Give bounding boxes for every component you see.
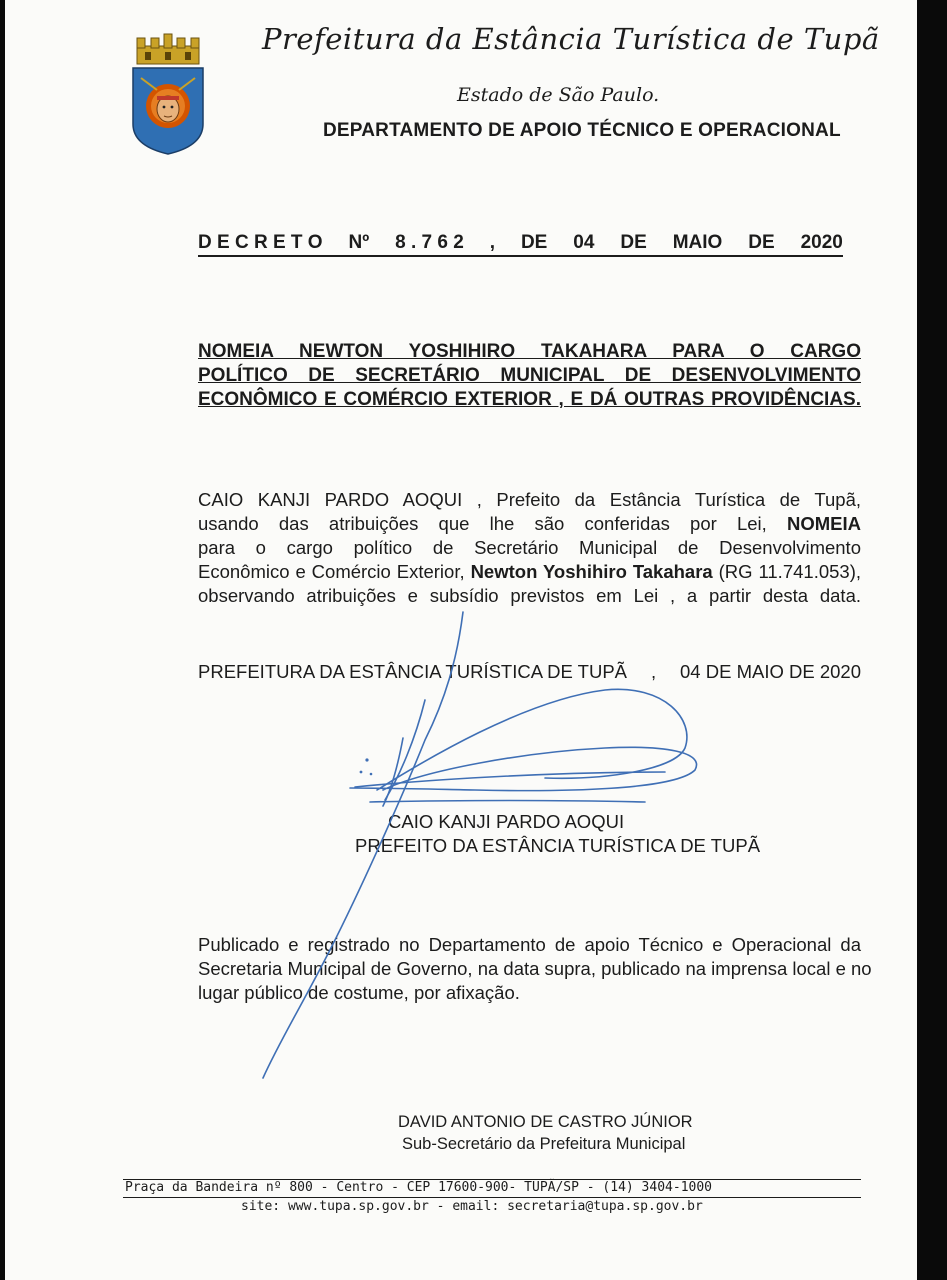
body-line (198, 560, 861, 584)
decree-de-3: DE (748, 232, 775, 253)
place-and-date (198, 661, 861, 683)
body-line: CAIO KANJI PARDO AOQUI , Prefeito da Estância Turística de Tupã, (198, 489, 861, 510)
decree-comma: , (489, 232, 496, 253)
decree-month: MAIO (672, 232, 723, 253)
decree-number-symbol: Nº (348, 232, 370, 253)
handwritten-signature (5, 0, 917, 1280)
decree-de-2: DE (620, 232, 647, 253)
state-subtitle: Estado de São Paulo. (457, 84, 660, 106)
publication-line: Secretaria Municipal de Governo, na data supra, publicado na imprensa local e no (198, 958, 872, 979)
publication-note (198, 933, 872, 1005)
date-label: 04 DE MAIO DE 2020 (680, 661, 861, 682)
place-comma: , (650, 661, 657, 682)
decree-subject (198, 340, 861, 412)
subject-line: NOMEIA NEWTON YOSHIHIRO TAKAHARA PARA O CARGO (198, 341, 861, 362)
body-text-span: Econômico e Comércio Exterior, (198, 561, 465, 582)
body-text-span: (RG 11.741.053), (718, 561, 861, 582)
footer-divider-bottom (123, 1197, 861, 1198)
document-page (5, 0, 917, 1280)
sub-secretary-name: DAVID ANTONIO DE CASTRO JÚNIOR (398, 1113, 693, 1131)
department-heading: DEPARTAMENTO DE APOIO TÉCNICO E OPERACIONAL (323, 120, 841, 141)
signatory-name: CAIO KANJI PARDO AOQUI (388, 811, 625, 832)
decree-de-1: DE (520, 232, 548, 253)
subject-line: ECONÔMICO E COMÉRCIO EXTERIOR , E DÁ OUTRAS PROVIDÊNCIAS. (198, 389, 861, 410)
body-line: para o cargo político de Secretário Municipal de Desenvolvimento (198, 537, 861, 558)
body-line (198, 512, 861, 536)
decree-heading (198, 232, 843, 257)
signatory-role: PREFEITO DA ESTÂNCIA TURÍSTICA DE TUPÃ (355, 835, 761, 856)
decree-day: 04 (573, 232, 595, 253)
body-bold-span: Newton Yoshihiro Takahara (470, 561, 713, 582)
footer-address: Praça da Bandeira nº 800 - Centro - CEP 17600-900- TUPÃ/SP - (14) 3404-1000 (125, 1180, 712, 1195)
subject-line: POLÍTICO DE SECRETÁRIO MUNICIPAL DE DESENVOLVIMENTO (198, 365, 861, 386)
sub-secretary-role: Sub-Secretário da Prefeitura Municipal (402, 1135, 686, 1153)
place-label: PREFEITURA DA ESTÂNCIA TURÍSTICA DE TUPÃ (198, 661, 628, 682)
body-bold-span: NOMEIA (787, 513, 862, 534)
publication-line: lugar público de costume, por afixação. (198, 982, 520, 1003)
footer-website: site: www.tupa.sp.gov.br - email: secretaria@tupa.sp.gov.br (241, 1199, 703, 1214)
decree-body (198, 488, 861, 608)
decree-number: 8 . 7 6 2 (395, 232, 464, 253)
body-text-span: usando das atribuições que lhe são conferidas por Lei, (198, 513, 767, 534)
decree-year: 2020 (800, 232, 843, 253)
body-line: observando atribuições e subsídio previstos em Lei , a partir desta data. (198, 585, 861, 606)
decree-word: D E C R E T O (198, 232, 323, 253)
publication-line: Publicado e registrado no Departamento de apoio Técnico e Operacional da (198, 934, 861, 955)
municipality-title: Prefeitura da Estância Turística de Tupã (262, 22, 880, 56)
